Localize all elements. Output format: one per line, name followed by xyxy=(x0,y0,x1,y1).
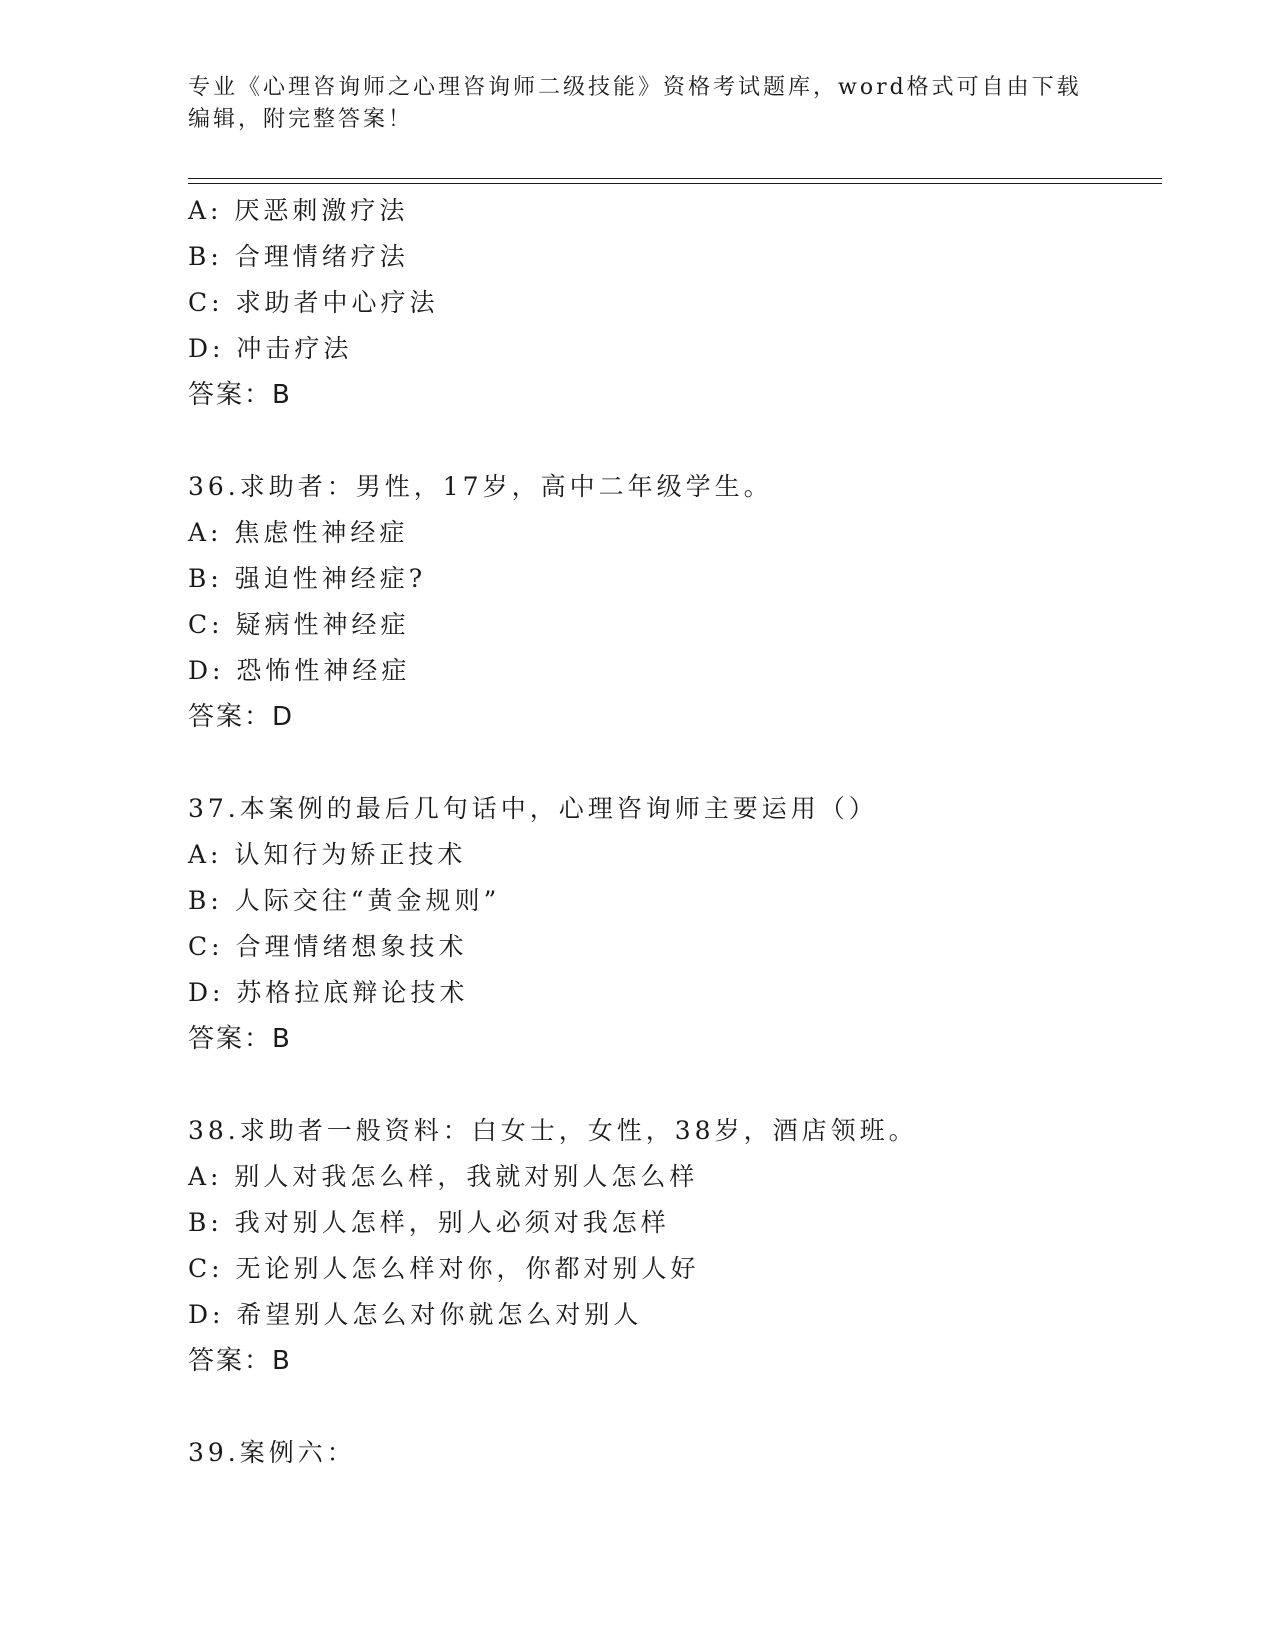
header-rule-top xyxy=(188,178,1162,179)
question-block-35 xyxy=(188,188,1168,418)
question-block-39 xyxy=(188,1430,1168,1476)
option-a: A: 认知行为矫正技术 xyxy=(188,840,467,869)
option-c: C: 无论别人怎么样对你，你都对别人好 xyxy=(188,1254,700,1283)
option-c: C: 疑病性神经症 xyxy=(188,610,410,639)
option-a: A: 焦虑性神经症 xyxy=(188,518,409,547)
option-b: B: 我对别人怎样，别人必须对我怎样 xyxy=(188,1208,670,1237)
question-text: 39.案例六： xyxy=(188,1438,356,1467)
answer-line: 答案：B xyxy=(188,1346,292,1376)
header-rule-bottom xyxy=(188,183,1162,184)
answer-line: 答案：B xyxy=(188,380,292,410)
spacer xyxy=(188,1384,1168,1430)
spacer xyxy=(188,740,1168,786)
option-a: A: 别人对我怎么样，我就对别人怎么样 xyxy=(188,1162,699,1191)
question-block-38 xyxy=(188,1108,1168,1384)
option-c: C: 合理情绪想象技术 xyxy=(188,932,468,961)
option-b: B: 强迫性神经症? xyxy=(188,564,427,593)
question-block-37 xyxy=(188,786,1168,1062)
option-d: D: 冲击疗法 xyxy=(188,334,353,363)
spacer xyxy=(188,1062,1168,1108)
question-list xyxy=(188,188,1168,1476)
question-text: 36.求助者：男性，17岁，高中二年级学生。 xyxy=(188,472,773,501)
question-block-36 xyxy=(188,464,1168,740)
option-d: D: 希望别人怎么对你就怎么对别人 xyxy=(188,1300,643,1329)
option-a: A: 厌恶刺激疗法 xyxy=(188,196,409,225)
option-c: C: 求助者中心疗法 xyxy=(188,288,439,317)
answer-line: 答案：B xyxy=(188,1024,292,1054)
answer-line: 答案：D xyxy=(188,702,295,732)
header-line-1: 专业《心理咨询师之心理咨询师二级技能》资格考试题库，word格式可自由下载 xyxy=(188,75,1082,100)
spacer xyxy=(188,418,1168,464)
document-header xyxy=(188,72,1088,136)
header-line-2: 编辑，附完整答案！ xyxy=(188,107,414,132)
question-text: 38.求助者一般资料：白女士，女性，38岁，酒店领班。 xyxy=(188,1116,918,1145)
option-d: D: 恐怖性神经症 xyxy=(188,656,411,685)
question-text: 37.本案例的最后几句话中，心理咨询师主要运用（） xyxy=(188,794,878,823)
option-b: B: 合理情绪疗法 xyxy=(188,242,409,271)
option-b: B: 人际交往“黄金规则” xyxy=(188,886,501,915)
option-d: D: 苏格拉底辩论技术 xyxy=(188,978,469,1007)
